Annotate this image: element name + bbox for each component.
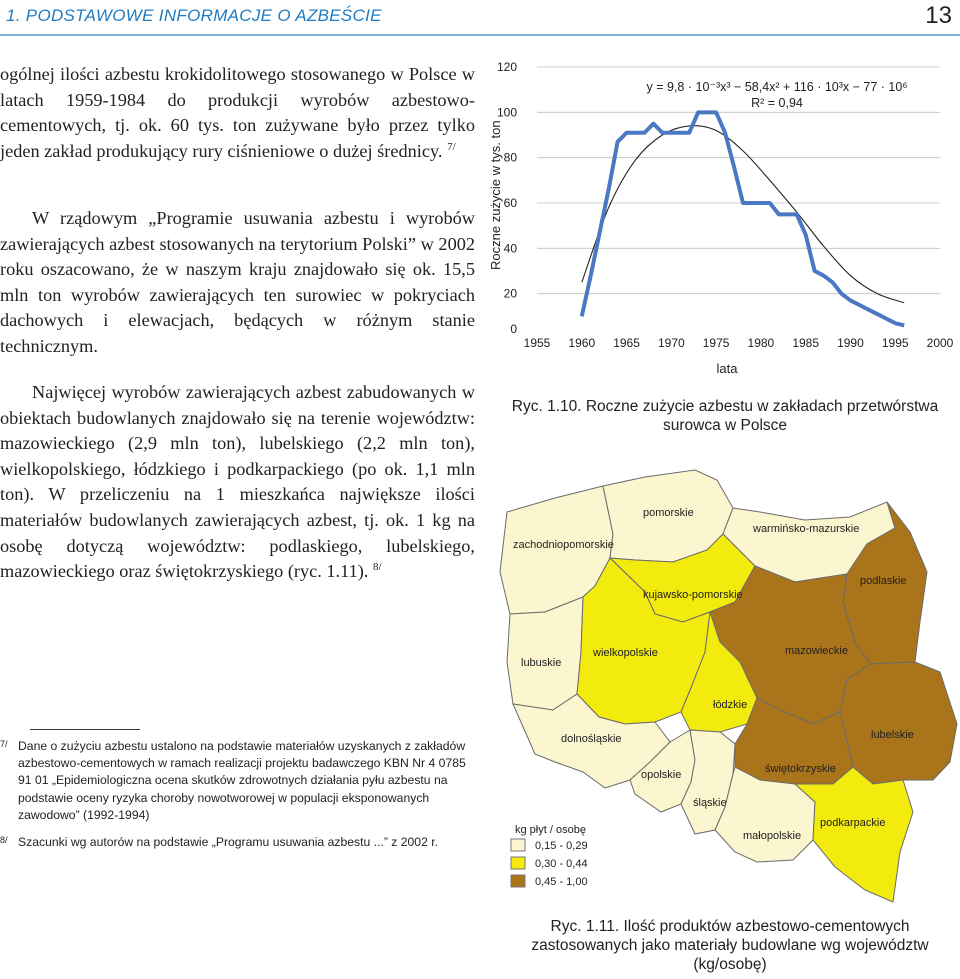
label-podkarpackie: podkarpackie [820,817,886,829]
footnote-text: Dane o zużyciu azbestu ustalono na podstawie materiałów uzyskanych z zakładów azbestowo-cementowych w ramach realizacji projektu badawczego KBN Nr 4 0785 91 01 „Epidemiologiczna ocena skutków zdrowotnych działania pyłu azbestu na podstawie oceny ryzyka choroby nowotworowej w populacji eksponowanych zawodowo” (1992-1994) [18,739,466,822]
x-tick-label: 1980 [747,336,775,350]
x-tick-label: 1970 [657,336,685,350]
y-tick-label: 120 [496,60,517,74]
region-lubelskie[interactable] [840,662,957,784]
x-axis-label: lata [716,361,738,376]
label-mazowieckie: mazowieckie [785,645,848,657]
footnote-text: Szacunki wg autorów na podstawie „Programu usuwania azbestu ...” z 2002 r. [18,835,439,849]
page-number: 13 [925,2,952,29]
trend-line [582,126,904,303]
poland-map [495,462,960,912]
x-tick-label: 1990 [837,336,864,350]
label-lubelskie: lubelskie [871,729,914,741]
map-legend [511,824,588,888]
consumption-chart [485,55,960,385]
paragraph-1-text: ogólnej ilości azbestu krokidolitowego stosowanego w Polsce w latach 1959-1984 do produkcji wyrobów azbestowo-cementowych, tj. ok. 60 tys. ton zużywane było przez tylko jeden zakład produkujący rury ciśnieniowe o dużej średnicy. [0,64,475,161]
y-tick-label: 100 [496,105,517,120]
region-lubuskie[interactable] [507,597,583,710]
r-squared: R² = 0,94 [751,96,803,110]
chart-caption: Ryc. 1.10. Roczne zużycie azbestu w zakładach przetwórstwa surowca w Polsce [511,398,939,434]
y-tick-label: 40 [503,241,517,256]
footnote-7 [0,738,468,824]
section-title: 1. PODSTAWOWE INFORMACJE O AZBEŚCIE [6,6,382,25]
legend-swatch-high [511,875,525,887]
label-dolnoslaskie: dolnośląskie [561,733,622,745]
legend-swatch-low [511,839,525,851]
y-axis-label: Roczne zużycie w tys. ton [488,120,503,270]
legend-label-mid: 0,30 - 0,44 [535,858,588,870]
map-regions [500,470,957,902]
x-tick-label: 1995 [881,336,909,350]
label-podlaskie: podlaskie [860,575,907,587]
label-slaskie: śląskie [693,797,727,809]
label-opolskie: opolskie [641,769,682,781]
x-tick-label: 1985 [792,336,820,350]
y-tick-label: 60 [503,196,517,210]
label-wielkopolskie: wielkopolskie [593,647,658,659]
legend-label-high: 0,45 - 1,00 [535,876,588,888]
paragraph-3-text: Najwięcej wyrobów zawierających azbest zabudowanych w obiektach budowlanych znajdowało się na terenie województw: mazowieckiego (2,9 mln ton), lubelskiego (2,2 mln ton), wielkopolskiego, łódzkiego i podkarpackiego (po ok. 1,1 mln ton). W przeliczeniu na 1 mieszkańca największe ilości materiałów budowlanych zawierających azbest, tj. ok. 1 kg na osobę dotyczą województw: podlaskiego, lubelskiego, mazowieckiego oraz świętokrzyskiego (ryc. 1.11). [0,382,475,582]
label-malopolskie: małopolskie [743,830,802,842]
paragraph-3 [0,380,475,585]
x-tick-label: 2000 [926,336,954,350]
label-lubuskie: lubuskie [521,657,562,669]
label-pomorskie: pomorskie [643,507,694,519]
footnote-ref-7[interactable]: 7/ [447,140,456,153]
label-swietokrzyskie: świętokrzyskie [765,763,836,775]
footnote-mark: 7/ [0,739,8,749]
page-header [0,0,960,36]
x-tick-label: 1965 [613,336,640,350]
x-tick-label: 1960 [568,336,596,350]
footnote-ref-8[interactable]: 8/ [372,561,382,574]
y-tick-label: 80 [503,150,517,165]
y-tick-label: 20 [503,286,517,301]
map-caption: Ryc. 1.11. Ilość produktów azbestowo-cementowych zastosowanych jako materiały budowlane wg województw (kg/osobę) [531,918,929,973]
x-tick-label: 1955 [523,336,551,350]
label-warminsko-mazurskie: warmińsko-mazurskie [753,523,860,535]
legend-title: kg płyt / osobę [515,824,586,836]
y-tick-label: 0 [510,322,517,336]
legend-label-low: 0,15 - 0,29 [535,840,588,852]
label-lodzkie: łódzkie [713,699,748,711]
x-axis-ticks [524,336,954,350]
paragraph-2: W rządowym „Programie usuwania azbestu i wyrobów zawierających azbest stosowanych na terytorium Polski” w 2002 roku oszacowano, że w naszym kraju znajdowało się ok. 15,5 mln ton wyrobów zawierających ten surowiec w pokryciach dachowych i elewacjach, będących w różnym stanie technicznym. [0,208,475,356]
footnote-8 [0,834,468,851]
trend-equation: y = 9,8 · 10⁻³x³ − 58,4x² + 116 · 10³x − 77 · 10⁶ [646,80,908,94]
legend-swatch-mid [511,857,525,869]
label-kujawsko-pomorskie: kujawsko-pomorskie [643,589,743,601]
footnote-mark: 8/ [0,835,8,845]
label-zachodniopomorskie: zachodniopomorskie [513,539,614,551]
x-tick-label: 1975 [702,336,730,350]
footnote-divider [30,729,140,730]
paragraph-1 [0,62,475,164]
